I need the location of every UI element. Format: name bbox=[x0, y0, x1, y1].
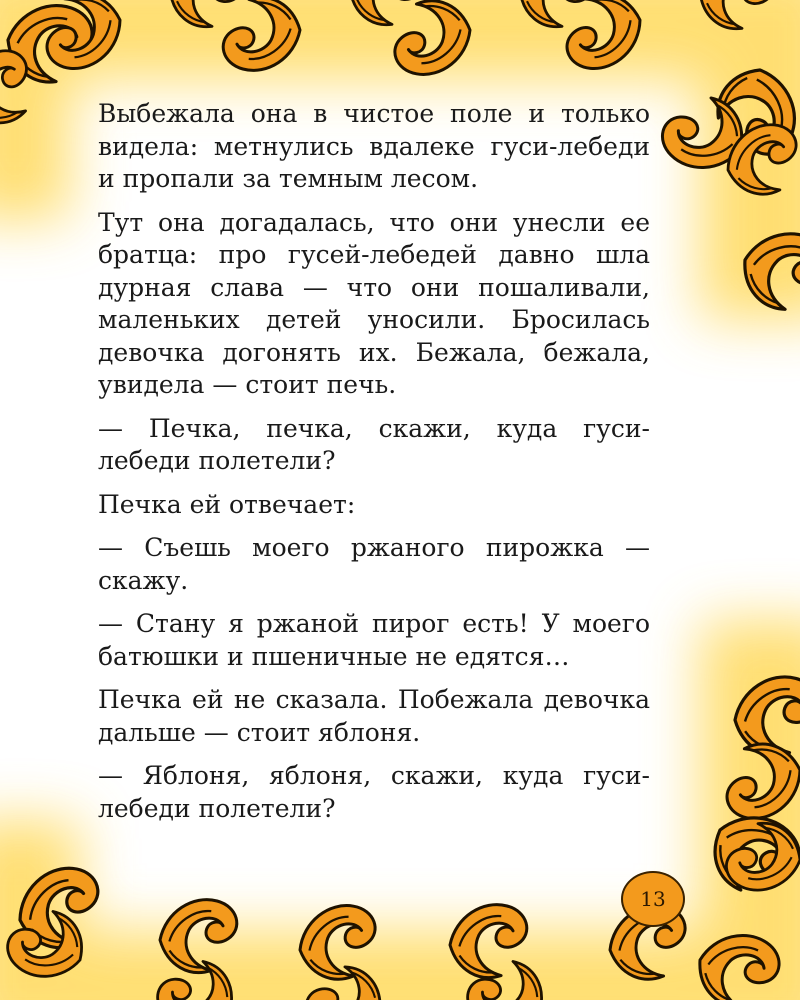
page-number: 13 bbox=[640, 887, 666, 911]
paragraph: Тут она догадалась, что они унесли ее братца: про гусей-лебедей давно шла дурная слава — что они пошаливали, маленьких детей уносили. Бросилась девочка догонять их. Бежала, бежала, увидела — стоит печь. bbox=[98, 207, 650, 399]
paragraph: Печка ей отвечает: bbox=[98, 489, 356, 519]
page-number-badge bbox=[621, 871, 685, 927]
paragraph: — Печка, печка, скажи, куда гуси-лебеди полетели? bbox=[98, 413, 650, 475]
paragraph: — Съешь моего ржаного пирожка — скажу. bbox=[98, 533, 650, 595]
paragraph: — Яблоня, яблоня, скажи, куда гуси-лебеди полетели? bbox=[98, 761, 650, 823]
paragraph: — Стану я ржаной пирог есть! У моего батюшки и пшеничные не едятся… bbox=[98, 609, 650, 671]
paragraph: Печка ей не сказала. Побежала девочка дальше — стоит яблоня. bbox=[98, 685, 650, 747]
story-text bbox=[98, 98, 650, 836]
paragraph: Выбежала она в чистое поле и только видела: метнулись вдалеке гуси-лебеди и пропали за темным лесом. bbox=[98, 99, 650, 193]
